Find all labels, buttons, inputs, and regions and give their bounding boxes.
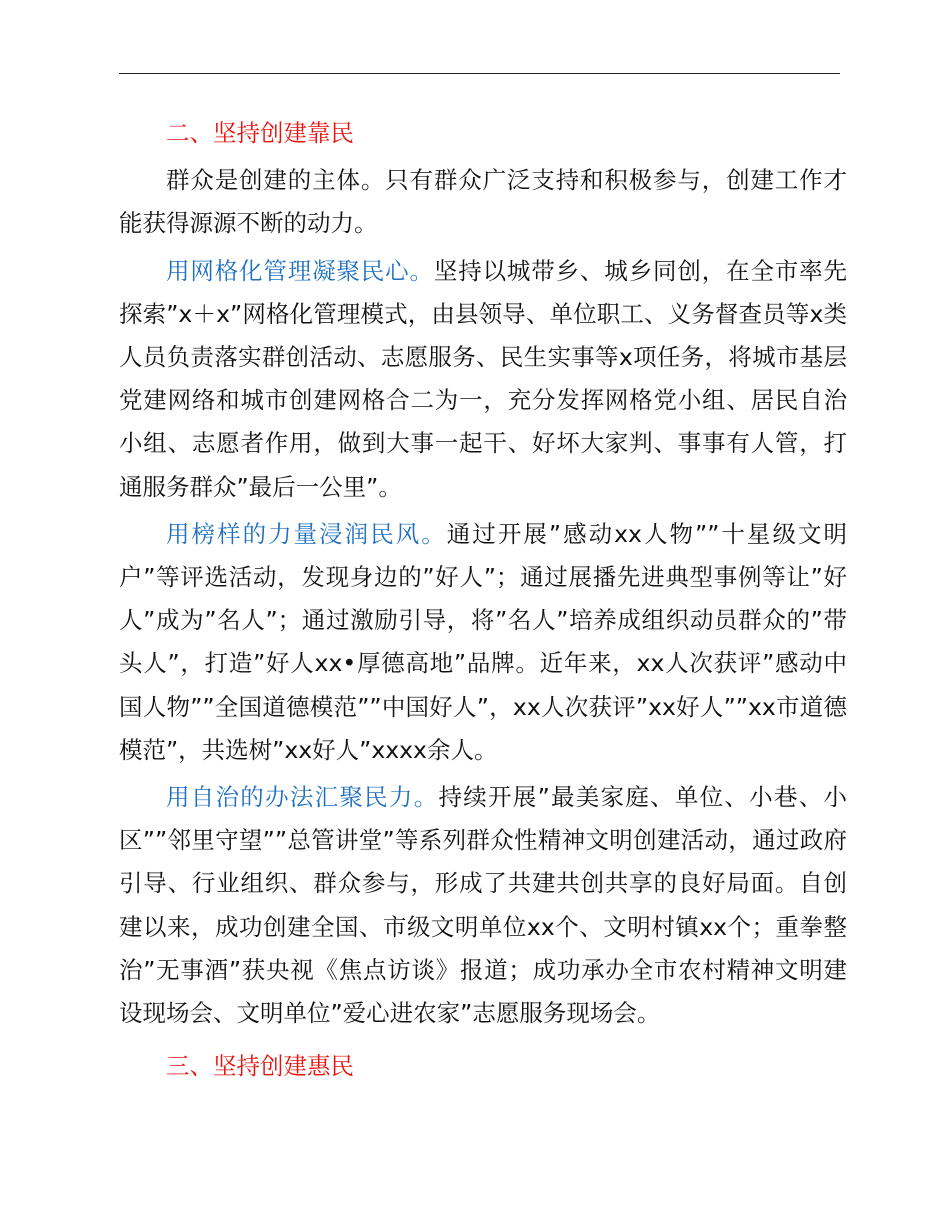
paragraph-self-governance bbox=[119, 776, 847, 1035]
paragraph-lead: 用网格化管理凝聚民心。 bbox=[166, 256, 434, 285]
section-2-intro: 群众是创建的主体。只有群众广泛支持和积极参与，创建工作才能获得源源不断的动力。 bbox=[119, 166, 847, 238]
section-heading-2: 二、坚持创建靠民 bbox=[166, 119, 354, 147]
paragraph-text: 持续开展”最美家庭、单位、小巷、小区””邻里守望””总管讲堂”等系列群众性精神文明创建活动，通过政府引导、行业组织、群众参与，形成了共建共创共享的良好局面。自创建以来，成功创建全国、市级文明单位xx个、文明村镇xx个；重拳整治”无事酒”获央视《焦点访谈》报道；成功承办全市农村精神文明建设现场会、文明单位”爱心进农家”志愿服务现场会。 bbox=[119, 783, 847, 1028]
paragraph-text: 坚持以城带乡、城乡同创，在全市率先探索”x＋x”网格化管理模式，由县领导、单位职工、义务督查员等x类人员负责落实群创活动、志愿服务、民生实事等x项任务，将城市基层党建网络和城市创建网格合二为一，充分发挥网格党小组、居民自治小组、志愿者作用，做到大事一起干、好坏大家判、事事有人管，打通服务群众”最后一公里”。 bbox=[119, 256, 848, 501]
section-heading-3: 三、坚持创建惠民 bbox=[166, 1052, 354, 1081]
paragraph-lead: 用榜样的力量浸润民风。 bbox=[166, 519, 447, 548]
document-body bbox=[119, 112, 847, 1092]
paragraph-grid-management bbox=[119, 250, 847, 509]
paragraph-role-models bbox=[119, 513, 847, 772]
header-rule bbox=[119, 73, 840, 74]
paragraph-text: 通过开展”感动xx人物””十星级文明户”等评选活动，发现身边的”好人”；通过展播先进典型事例等让”好人”成为”名人”；通过激励引导，将”名人”培养成组织动员群众的”带头人”，打造”好人xx•厚德高地”品牌。近年来，xx人次获评”感动中国人物””全国道德模范””中国好人”，xx人次获评”xx好人””xx市道德模范”，共选树”xx好人”xxxx余人。 bbox=[119, 519, 847, 764]
paragraph-lead: 用自治的办法汇聚民力。 bbox=[166, 783, 439, 812]
